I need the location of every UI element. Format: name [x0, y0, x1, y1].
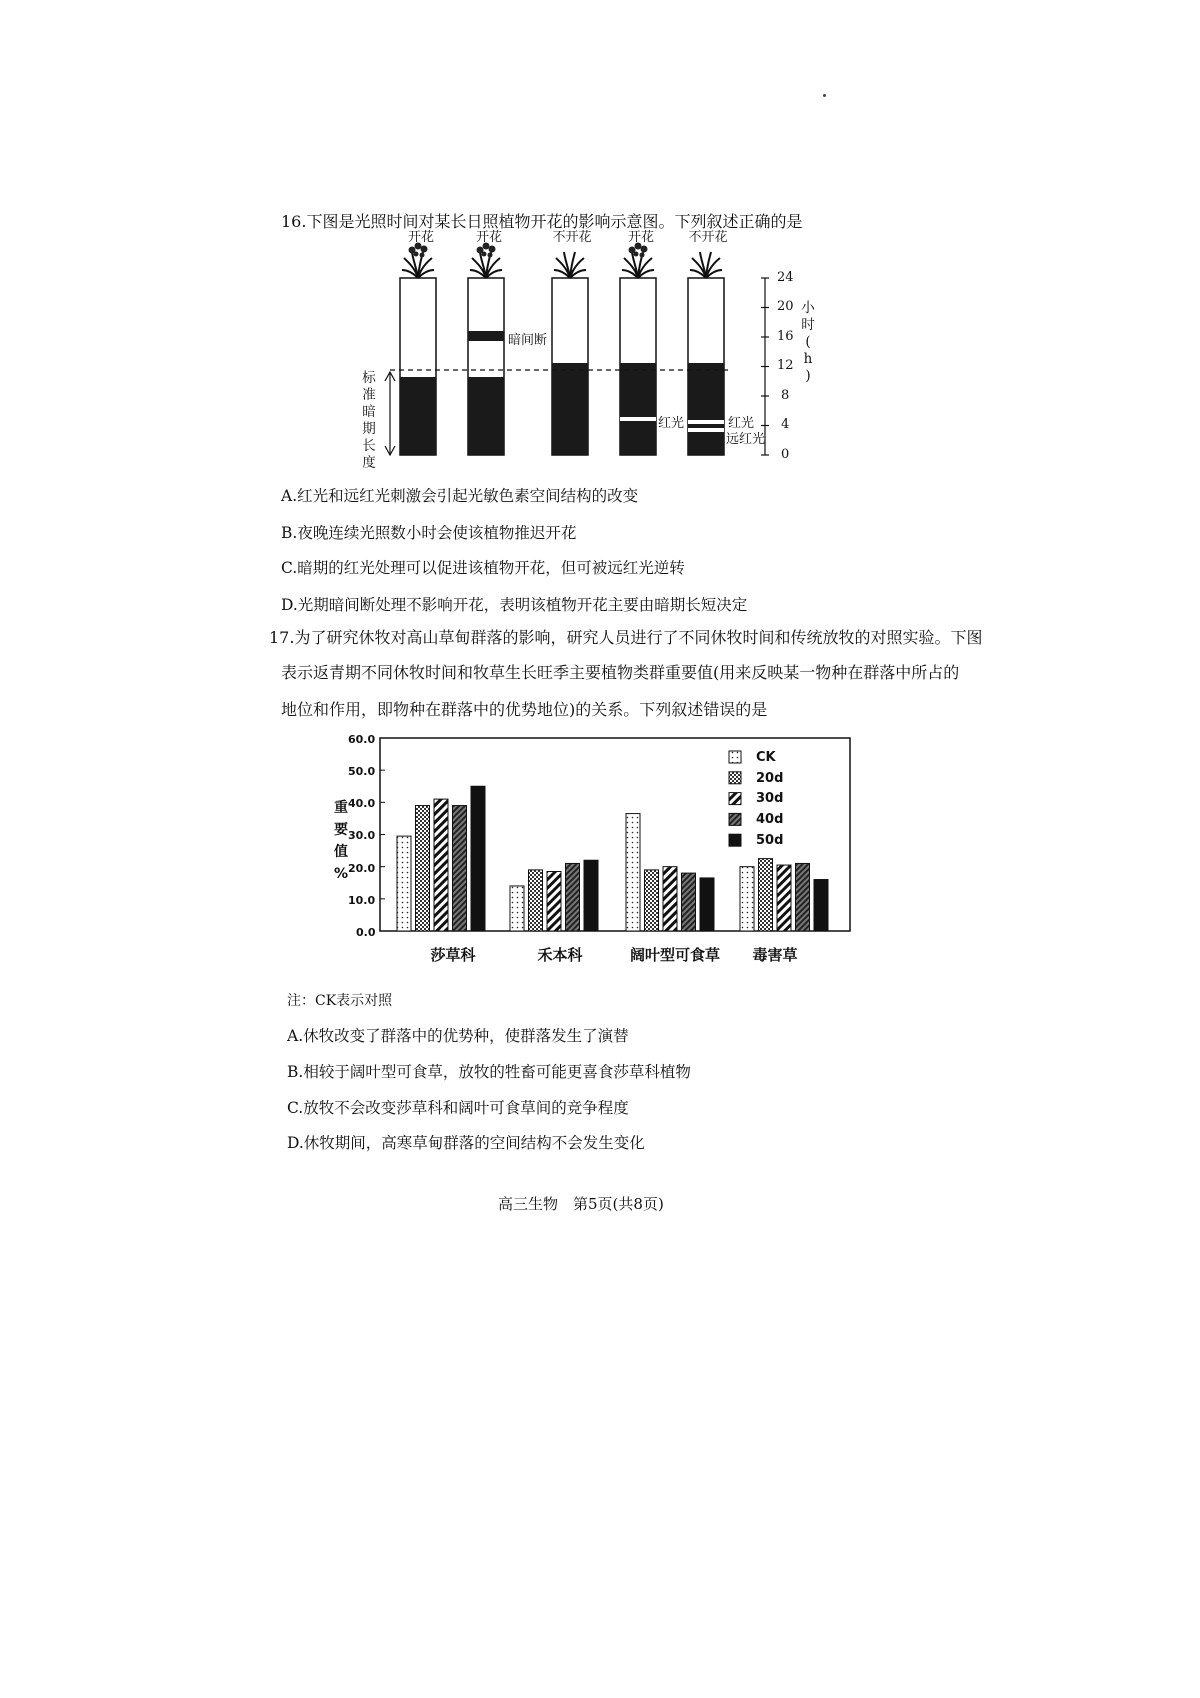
- legend-swatch-20d: [729, 772, 741, 784]
- standard-dark-period-label: 标 准 暗 期 长 度: [362, 370, 376, 471]
- hours-axis-label: 小 时 ( h ): [801, 300, 815, 384]
- legend-label-40d: 40d: [756, 812, 784, 827]
- bar-50d-2: [584, 860, 598, 931]
- q16-stem: 16.下图是光照时间对某长日照植物开花的影响示意图。下列叙述正确的是: [281, 212, 803, 231]
- bar-40d-1: [453, 806, 467, 931]
- category-label-sedge: 莎草科: [430, 946, 476, 964]
- q17-note: 注：CK表示对照: [287, 993, 393, 1009]
- bar-CK-2: [510, 886, 524, 931]
- axis-tick-0: 0: [781, 447, 790, 462]
- ytick-30: 30.0: [348, 829, 376, 842]
- q17-option-b: B.相较于阔叶型可食草，放牧的牲畜可能更喜食莎草科植物: [287, 1063, 691, 1081]
- q16-option-c: C.暗期的红光处理可以促进该植物开花，但可被远红光逆转: [281, 559, 685, 577]
- legend-label-ck: CK: [756, 750, 776, 765]
- ytick-10: 10.0: [348, 894, 376, 907]
- axis-tick-8: 8: [781, 388, 790, 403]
- bar-30d-3: [663, 867, 677, 931]
- bar-CK-1: [397, 836, 411, 931]
- chart-ylabel: 重 要 值 %: [333, 800, 349, 882]
- scan-speck: [823, 94, 826, 97]
- legend-label-20d: 20d: [756, 771, 784, 786]
- bar-20d-4: [759, 859, 773, 931]
- bar-40d-4: [796, 863, 810, 931]
- ytick-0: 0.0: [356, 926, 376, 939]
- column-1-label: 开花: [407, 230, 434, 245]
- bar-50d-4: [814, 880, 828, 931]
- legend-swatch-40d: [729, 813, 741, 825]
- q17-stem-line-3: 地位和作用，即物种在群落中的优势地位)的关系。下列叙述错误的是: [281, 700, 768, 719]
- column-5-label: 不开花: [688, 230, 728, 245]
- bar-30d-1: [434, 799, 448, 931]
- ytick-60: 60.0: [348, 733, 376, 746]
- bar-CK-3: [626, 814, 640, 931]
- axis-tick-12: 12: [777, 358, 794, 373]
- q17-option-c: C.放牧不会改变莎草科和阔叶可食草间的竞争程度: [287, 1099, 629, 1117]
- category-label-grass: 禾本科: [537, 946, 583, 964]
- q17-stem-line-1: 17.为了研究休牧对高山草甸群落的影响，研究人员进行了不同休牧时间和传统放牧的对照实验。下图: [269, 628, 983, 647]
- far-red-light-label: 远红光: [726, 432, 766, 447]
- bar-30d-2: [547, 871, 561, 931]
- dark-interruption-label: 暗间断: [508, 333, 548, 348]
- axis-tick-24: 24: [777, 270, 794, 285]
- page-footer: 高三生物 第5页(共8页): [498, 1195, 664, 1213]
- q16-option-d: D.光期暗间断处理不影响开花，表明该植物开花主要由暗期长短决定: [281, 596, 748, 614]
- legend-label-50d: 50d: [756, 833, 784, 848]
- axis-tick-20: 20: [777, 299, 794, 314]
- q17-option-d: D.休牧期间，高寒草甸群落的空间结构不会发生变化: [287, 1134, 645, 1152]
- red-light-label: 红光: [658, 416, 685, 431]
- category-label-toxic: 毒害草: [752, 946, 798, 964]
- bar-40d-2: [566, 863, 580, 931]
- axis-tick-16: 16: [777, 329, 794, 344]
- column-4-label: 开花: [627, 230, 654, 245]
- photoperiod-diagram: [380, 240, 870, 510]
- ytick-20: 20.0: [348, 862, 376, 875]
- bar-CK-4: [740, 867, 754, 931]
- legend-swatch-50d: [729, 834, 741, 846]
- column-2-label: 开花: [475, 230, 502, 245]
- bar-20d-2: [529, 870, 543, 931]
- bar-20d-3: [645, 870, 659, 931]
- legend-swatch-CK: [729, 751, 741, 763]
- bar-50d-3: [700, 878, 714, 931]
- bar-50d-1: [471, 786, 485, 931]
- q16-option-b: B.夜晚连续光照数小时会使该植物推迟开花: [281, 524, 577, 542]
- axis-tick-4: 4: [781, 417, 790, 432]
- q17-option-a: A.休牧改变了群落中的优势种，使群落发生了演替: [287, 1027, 629, 1045]
- column-3-label: 不开花: [552, 230, 592, 245]
- bar-30d-4: [777, 865, 791, 931]
- q16-option-a: A.红光和远红光刺激会引起光敏色素空间结构的改变: [281, 487, 639, 505]
- red-light-label-2: 红光: [728, 416, 755, 431]
- legend-label-30d: 30d: [756, 791, 784, 806]
- legend-swatch-30d: [729, 793, 741, 805]
- bar-40d-3: [682, 873, 696, 931]
- ytick-50: 50.0: [348, 765, 376, 778]
- category-label-broadleaf: 阔叶型可食草: [629, 946, 720, 964]
- bar-20d-1: [416, 806, 430, 931]
- q17-stem-line-2: 表示返青期不同休牧时间和牧草生长旺季主要植物类群重要值(用来反映某一物种在群落中所占的: [281, 663, 960, 682]
- ytick-40: 40.0: [348, 797, 376, 810]
